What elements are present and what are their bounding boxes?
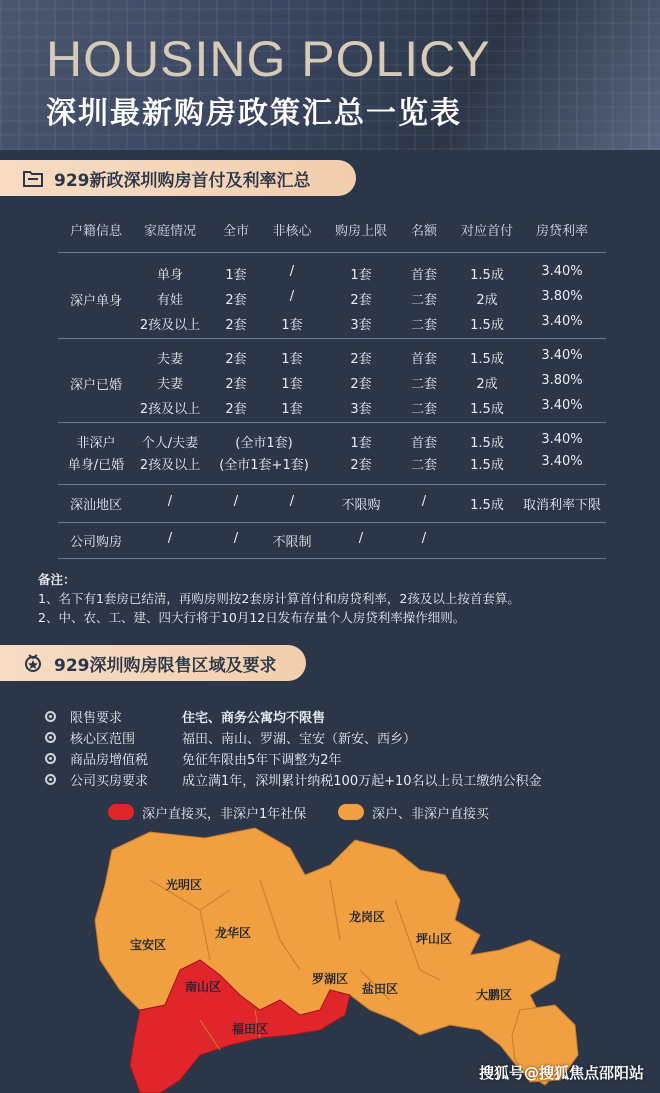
req-item bbox=[45, 727, 416, 747]
table-divider bbox=[58, 338, 606, 339]
map-label-longhua: 龙华区 bbox=[215, 926, 252, 940]
table-cell: 3.40% bbox=[541, 264, 583, 279]
table-cell: (全市1套) bbox=[235, 436, 293, 451]
table-cell: 2套 bbox=[225, 352, 247, 367]
table-cell: 二套 bbox=[410, 377, 438, 392]
req-value: 福田、南山、罗湖、宝安（新安、西乡） bbox=[182, 731, 417, 747]
group-label: 非深户 bbox=[76, 436, 116, 451]
table-header-cell: 购房上限 bbox=[334, 224, 388, 239]
table-cell: / bbox=[421, 494, 427, 509]
table-cell: 1.5成 bbox=[470, 436, 504, 451]
table-divider bbox=[58, 252, 606, 253]
watermark: 搜狐号@搜狐焦点邵阳站 bbox=[478, 1064, 644, 1082]
table-cell: 1.5成 bbox=[470, 498, 504, 513]
table-divider bbox=[58, 522, 606, 523]
table-cell: 1套 bbox=[225, 268, 247, 283]
bullet-icon bbox=[45, 711, 56, 722]
table-cell: 3.40% bbox=[541, 432, 583, 447]
table-cell: 夫妻 bbox=[156, 352, 184, 367]
group-label: 深户已婚 bbox=[69, 378, 123, 393]
table-cell: 2套 bbox=[225, 377, 247, 392]
hero-banner bbox=[0, 0, 660, 150]
table-cell: / bbox=[289, 494, 295, 509]
shenzhen-map bbox=[0, 820, 660, 1093]
group-label: 公司购房 bbox=[69, 535, 123, 550]
bullet-icon bbox=[45, 753, 56, 764]
map-label-baoan: 宝安区 bbox=[130, 938, 167, 952]
table-cell: 2套 bbox=[350, 377, 372, 392]
table-cell: 1.5成 bbox=[470, 352, 504, 367]
req-item bbox=[45, 769, 542, 789]
req-label: 商品房增值税 bbox=[70, 752, 149, 768]
section2-title: 929深圳购房限售区域及要求 bbox=[54, 655, 277, 676]
req-label: 限售要求 bbox=[70, 710, 123, 726]
section2-header bbox=[0, 645, 306, 681]
table-cell: 2成 bbox=[476, 377, 498, 392]
table-cell: / bbox=[289, 264, 295, 279]
table-cell: 2套 bbox=[225, 293, 247, 308]
legend-core bbox=[108, 802, 306, 822]
bullet-icon bbox=[45, 732, 56, 743]
map-label-pingshan: 坪山区 bbox=[416, 932, 453, 946]
table-cell: (全市1套+1套) bbox=[219, 458, 309, 473]
title-cn: 深圳最新购房政策汇总一览表 bbox=[46, 96, 462, 131]
table-cell: / bbox=[358, 531, 364, 546]
notes-title: 备注： bbox=[38, 572, 76, 587]
table-cell: / bbox=[167, 531, 173, 546]
table-cell: 2套 bbox=[350, 458, 372, 473]
map-svg bbox=[0, 820, 660, 1093]
table-cell: / bbox=[421, 531, 427, 546]
table-cell: 1套 bbox=[350, 268, 372, 283]
table-cell: 二套 bbox=[410, 402, 438, 417]
table-cell: 3.40% bbox=[541, 398, 583, 413]
table-header-cell: 家庭情况 bbox=[143, 224, 197, 239]
table-cell: 3.40% bbox=[541, 314, 583, 329]
req-label: 公司买房要求 bbox=[70, 773, 149, 789]
table-cell: 3套 bbox=[350, 402, 372, 417]
req-value: 免征年限由5年下调整为2年 bbox=[182, 752, 342, 768]
table-cell: / bbox=[233, 494, 239, 509]
table-divider bbox=[58, 484, 606, 485]
table-divider bbox=[58, 422, 606, 423]
section1-header bbox=[0, 160, 356, 196]
table-cell: 1套 bbox=[281, 352, 303, 367]
table-header-cell: 房贷利率 bbox=[535, 224, 589, 239]
table-cell: 二套 bbox=[410, 458, 438, 473]
legend-swatch-noncore bbox=[338, 804, 364, 820]
legend-noncore bbox=[338, 802, 489, 822]
table-cell: 有娃 bbox=[156, 293, 184, 308]
table-cell: 个人/夫妻 bbox=[141, 436, 199, 451]
req-value: 成立满1年，深圳累计纳税100万起+10名以上员工缴纳公积金 bbox=[182, 773, 542, 789]
table-cell: 2孩及以上 bbox=[139, 402, 201, 417]
table-cell: 2套 bbox=[350, 293, 372, 308]
bullet-icon bbox=[45, 774, 56, 785]
table-cell: 3.40% bbox=[541, 454, 583, 469]
folder-icon bbox=[22, 168, 44, 188]
table-cell: 单身 bbox=[156, 268, 184, 283]
table-cell: 不限购 bbox=[341, 498, 381, 513]
table-cell: / bbox=[233, 531, 239, 546]
table-cell: 3.80% bbox=[541, 289, 583, 304]
req-item bbox=[45, 748, 342, 768]
table-header-cell: 名额 bbox=[410, 224, 438, 239]
table-cell: 首套 bbox=[410, 436, 438, 451]
table-cell: 首套 bbox=[410, 268, 438, 283]
table-cell: 二套 bbox=[410, 318, 438, 333]
req-label: 核心区范围 bbox=[70, 731, 136, 747]
notes bbox=[38, 570, 638, 627]
map-label-yantian: 盐田区 bbox=[362, 982, 399, 996]
note-item-1: 1、名下有1套房已结清，再购房则按2套房计算首付和房贷利率，2孩及以上按首套算。 bbox=[38, 591, 520, 606]
table-cell: 1套 bbox=[281, 318, 303, 333]
table-cell: 1套 bbox=[281, 402, 303, 417]
table-cell: 1.5成 bbox=[470, 458, 504, 473]
table-cell: 1.5成 bbox=[470, 268, 504, 283]
map-label-futian: 福田区 bbox=[232, 1022, 269, 1036]
table-cell: 二套 bbox=[410, 293, 438, 308]
map-label-longgang: 龙岗区 bbox=[349, 910, 386, 924]
table-cell: / bbox=[167, 494, 173, 509]
map-label-guangming: 光明区 bbox=[166, 878, 203, 892]
table-cell: 1套 bbox=[281, 377, 303, 392]
legend-swatch-core bbox=[108, 804, 134, 820]
table-cell: 3套 bbox=[350, 318, 372, 333]
group-label: 深汕地区 bbox=[69, 498, 123, 513]
table-header-cell: 全市 bbox=[222, 224, 250, 239]
table-cell: 2孩及以上 bbox=[139, 318, 201, 333]
table-cell: 首套 bbox=[410, 352, 438, 367]
table-divider bbox=[58, 558, 606, 559]
group-label: 深户单身 bbox=[69, 294, 123, 309]
map-label-luohu: 罗湖区 bbox=[312, 972, 349, 986]
table-cell: 2套 bbox=[350, 352, 372, 367]
section1-title: 929新政深圳购房首付及利率汇总 bbox=[54, 170, 311, 191]
map-label-nanshan: 南山区 bbox=[185, 980, 222, 994]
badge-icon bbox=[22, 653, 44, 673]
title-en: HOUSING POLICY bbox=[46, 31, 491, 87]
table-cell: 不限制 bbox=[272, 535, 312, 550]
table-cell: 取消利率下限 bbox=[522, 498, 602, 513]
table-cell: 夫妻 bbox=[156, 377, 184, 392]
table-cell: 2孩及以上 bbox=[139, 458, 201, 473]
table-cell: 1.5成 bbox=[470, 318, 504, 333]
table-cell: 3.80% bbox=[541, 373, 583, 388]
req-item bbox=[45, 706, 325, 726]
table-cell: 3.40% bbox=[541, 348, 583, 363]
table-cell: 2成 bbox=[476, 293, 498, 308]
table-cell: 2套 bbox=[225, 402, 247, 417]
table-header-cell: 非核心 bbox=[272, 224, 312, 239]
group-label: 单身/已婚 bbox=[67, 458, 125, 473]
map-label-dapeng: 大鹏区 bbox=[476, 988, 513, 1002]
table-header-cell: 对应首付 bbox=[460, 224, 514, 239]
table-header-cell: 户籍信息 bbox=[69, 224, 123, 239]
legend-label-noncore: 深户、非深户直接买 bbox=[372, 806, 490, 822]
req-value: 住宅、商务公寓均不限售 bbox=[182, 710, 326, 726]
table-cell: 1.5成 bbox=[470, 402, 504, 417]
legend-label-core: 深户直接买，非深户1年社保 bbox=[142, 806, 307, 822]
table-cell: 1套 bbox=[350, 436, 372, 451]
note-item-2: 2、中、农、工、建、四大行将于10月12日发布存量个人房贷利率操作细则。 bbox=[38, 610, 466, 625]
table-cell: / bbox=[289, 289, 295, 304]
table-cell: 2套 bbox=[225, 318, 247, 333]
